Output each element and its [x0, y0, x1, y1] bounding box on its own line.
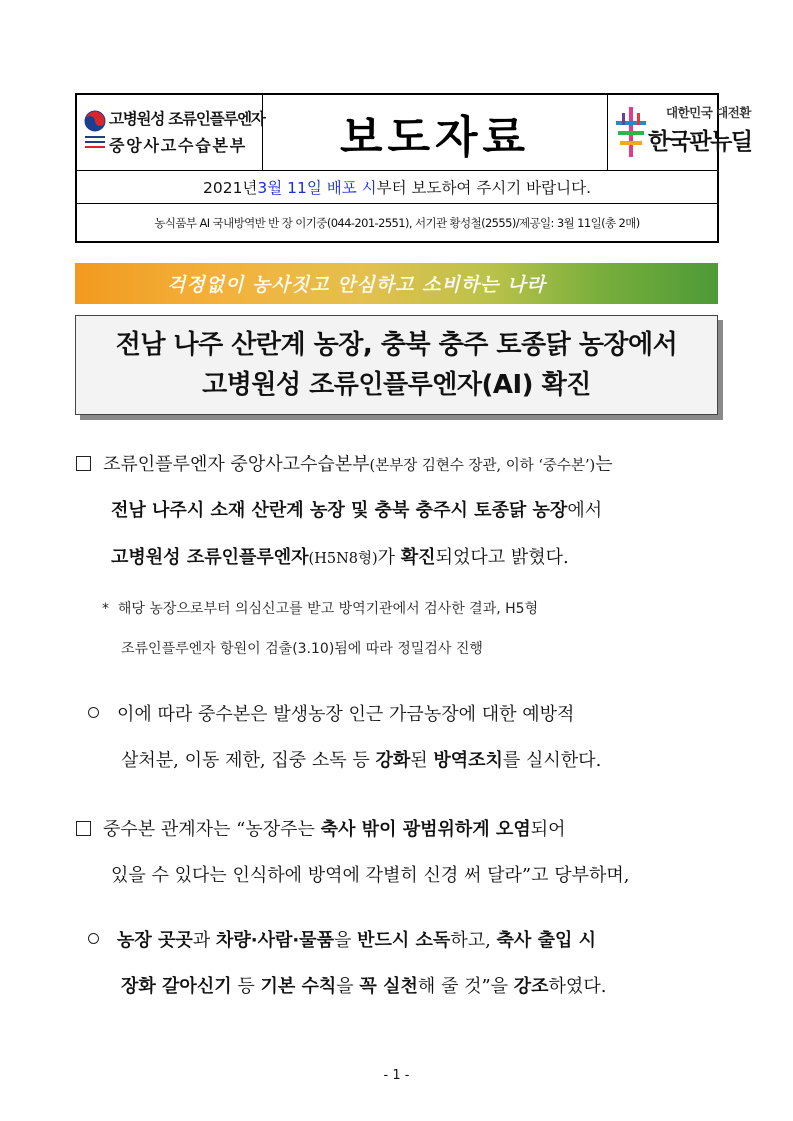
paragraph3-line1: 중수본 관계자는 “농장주는 축사 밖이 광범위하게 오염되어 [76, 815, 566, 841]
circle-bullet-icon [88, 707, 99, 718]
paragraph1-line2: 전남 나주시 소재 산란계 농장 및 충북 충주시 토종닭 농장에서 [111, 500, 603, 521]
footnote-star: * [102, 601, 109, 617]
press-release-title: 보도자료 [339, 111, 530, 163]
brand-name: 한국판뉴딜 [648, 129, 752, 155]
page-number: - 1 - [383, 1068, 410, 1083]
org-name-line2: 중앙사고수습본부 [109, 136, 248, 155]
paragraph2-line2: 살처분, 이동 제한, 집중 소독 등 강화된 방역조치를 실시한다. [121, 750, 602, 771]
paragraph2-line1: 이에 따라 중수본은 발생농장 인근 가금농장에 대한 예방적 [88, 700, 574, 726]
square-bullet-icon [76, 456, 91, 471]
korean-new-deal-logo-icon [614, 105, 648, 159]
slogan-banner [75, 263, 718, 304]
release-date: 3월 11일 배포 시 [257, 178, 377, 197]
contact-row [77, 204, 717, 241]
government-emblem-icon [83, 109, 107, 155]
slogan-text: 걱정없이 농사짓고 안심하고 소비하는 나라 [167, 274, 546, 296]
paragraph1-line1: 조류인플루엔자 중앙사고수습본부(본부장 김현수 장관, 이하 ‘중수본’)는 [76, 450, 613, 476]
headline-line1: 전남 나주 산란계 농장, 충북 충주 토종닭 농장에서 [115, 330, 678, 360]
square-bullet-icon [76, 821, 91, 836]
header-top-row [77, 95, 752, 171]
release-date-row [77, 170, 717, 204]
headline-line2: 고병원성 조류인플루엔자(AI) 확진 [202, 370, 591, 400]
press-header-table [75, 93, 752, 243]
paragraph4-line1: 농장 곳곳과 차량·사람·물품을 반드시 소독하고, 축사 출입 시 [88, 926, 596, 952]
paragraph3-line2: 있을 수 있다는 인식하에 방역에 각별히 신경 써 달라”고 당부하며, [111, 865, 630, 886]
org-cell [77, 95, 263, 170]
release-prefix: 2021년 [202, 178, 258, 197]
brand-tagline: 대한민국 대전환 [666, 105, 751, 120]
brand-cell [608, 95, 752, 170]
footnote-line2: 조류인플루엔자 항원이 검출(3.10)됨에 따라 정밀검사 진행 [121, 641, 483, 657]
footnote-line1: * 해당 농장으로부터 의심신고를 받고 방역기관에서 검사한 결과, H5형 [102, 601, 539, 617]
release-suffix: 부터 보도하여 주시기 바랍니다. [376, 178, 591, 197]
contact-info: 농식품부 AI 국내방역반 반 장 이기중(044-201-2551), 서기관 황성철(2555)/제공일: 3월 11일(총 2매) [154, 215, 640, 230]
paragraph4-line2: 장화 갈아신기 등 기본 수칙을 꼭 실천해 줄 것”을 강조하였다. [121, 976, 607, 997]
circle-bullet-icon [88, 933, 99, 944]
paragraph1-line3: 고병원성 조류인플루엔자(H5N8형)가 확진되었다고 밝혔다. [111, 547, 569, 568]
org-name-line1: 고병원성 조류인플루엔자 [109, 110, 265, 128]
headline-box [75, 315, 718, 415]
title-cell [263, 95, 608, 170]
